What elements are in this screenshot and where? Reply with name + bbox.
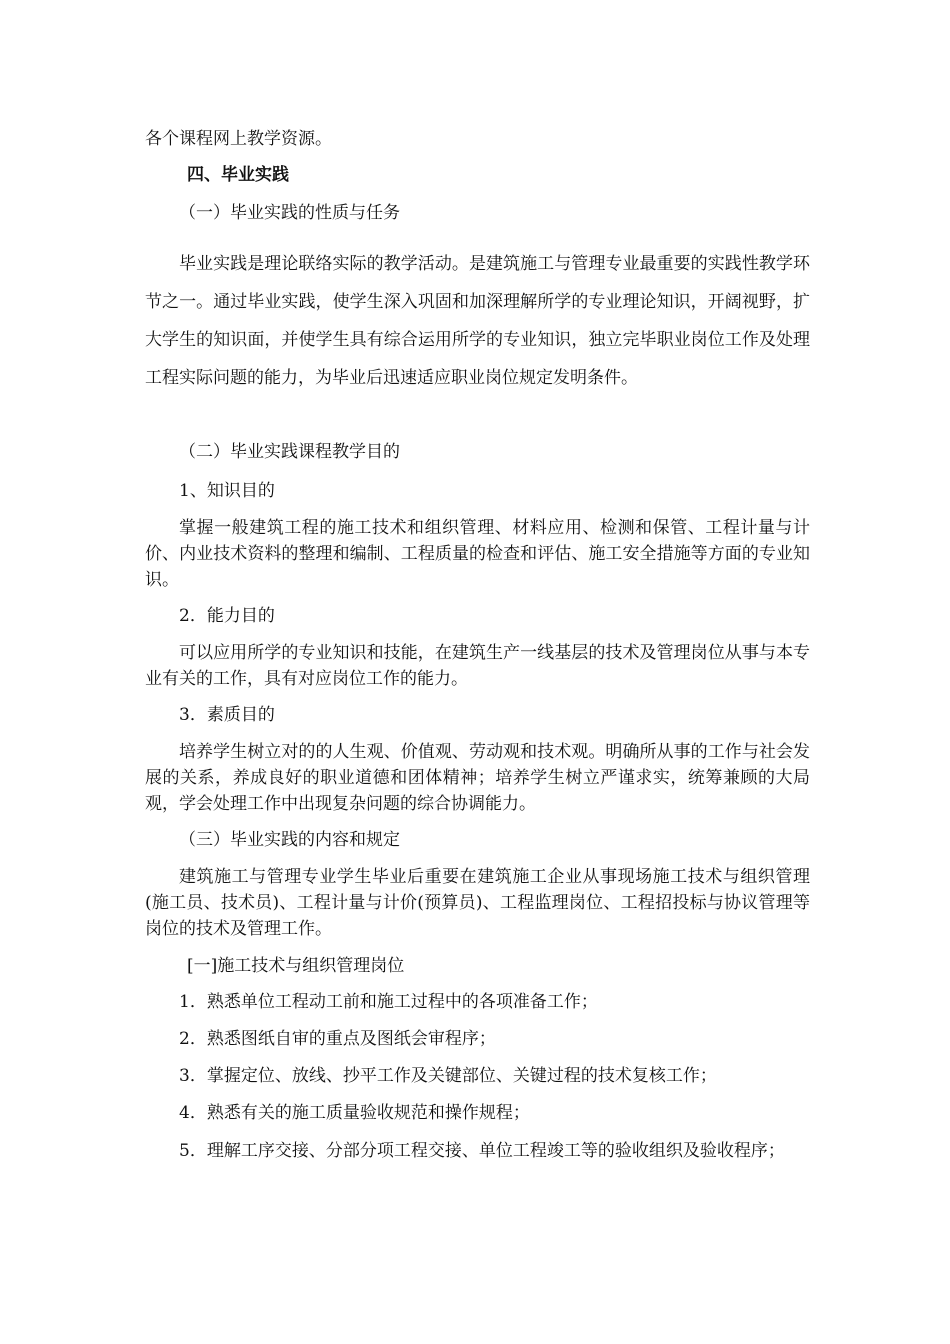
subsection-heading: （三）毕业实践的内容和规定 [179,830,400,850]
list-item: 3．掌握定位、放线、抄平工作及关键部位、关键过程的技术复核工作； [179,1066,717,1086]
paragraph: 培养学生树立对的的人生观、价值观、劳动观和技术观。明确所从事的工作与社会发展的关系，养成良好的职业道德和团体精神；培养学生树立严谨求实，统筹兼顾的大局观，学会处理工作中出现复杂问题的综合协调能力。 [145,742,810,814]
item-heading: 2．能力目的 [179,606,275,626]
text-line: 各个课程网上教学资源。 [145,129,332,149]
paragraph: 建筑施工与管理专业学生毕业后重要在建筑施工企业从事现场施工技术与组织管理(施工员、技术员)、工程计量与计价(预算员)、工程监理岗位、工程招投标与协议管理等岗位的技术及管理工作。 [145,867,810,939]
subsection-heading: （一）毕业实践的性质与任务 [179,203,400,223]
item-heading: 1、知识目的 [179,481,275,501]
section-heading: 四、毕业实践 [187,165,289,185]
list-item: 2．熟悉图纸自审的重点及图纸会审程序； [179,1029,496,1049]
list-item: 1．熟悉单位工程动工前和施工过程中的各项准备工作； [179,992,598,1012]
subsection-heading: （二）毕业实践课程教学目的 [179,442,400,462]
list-item: 4．熟悉有关的施工质量验收规范和操作规程； [179,1103,530,1123]
paragraph: 毕业实践是理论联络实际的教学活动。是建筑施工与管理专业最重要的实践性教学环节之一。通过毕业实践，使学生深入巩固和加深理解所学的专业理论知识，开阔视野，扩大学生的知识面，并使学生具有综合运用所学的专业知识，独立完毕职业岗位工作及处理工程实际问题的能力，为毕业后迅速适应职业岗位规定发明条件。 [145,254,810,388]
paragraph: 掌握一般建筑工程的施工技术和组织管理、材料应用、检测和保管、工程计量与计价、内业技术资料的整理和编制、工程质量的检查和评估、施工安全措施等方面的专业知识。 [145,518,810,590]
item-heading: 3．素质目的 [179,705,275,725]
subsection-heading: [一]施工技术与组织管理岗位 [187,956,405,976]
paragraph: 可以应用所学的专业知识和技能，在建筑生产一线基层的技术及管理岗位从事与本专业有关的工作，具有对应岗位工作的能力。 [145,643,810,689]
list-item: 5．理解工序交接、分部分项工程交接、单位工程竣工等的验收组织及验收程序； [179,1141,785,1161]
